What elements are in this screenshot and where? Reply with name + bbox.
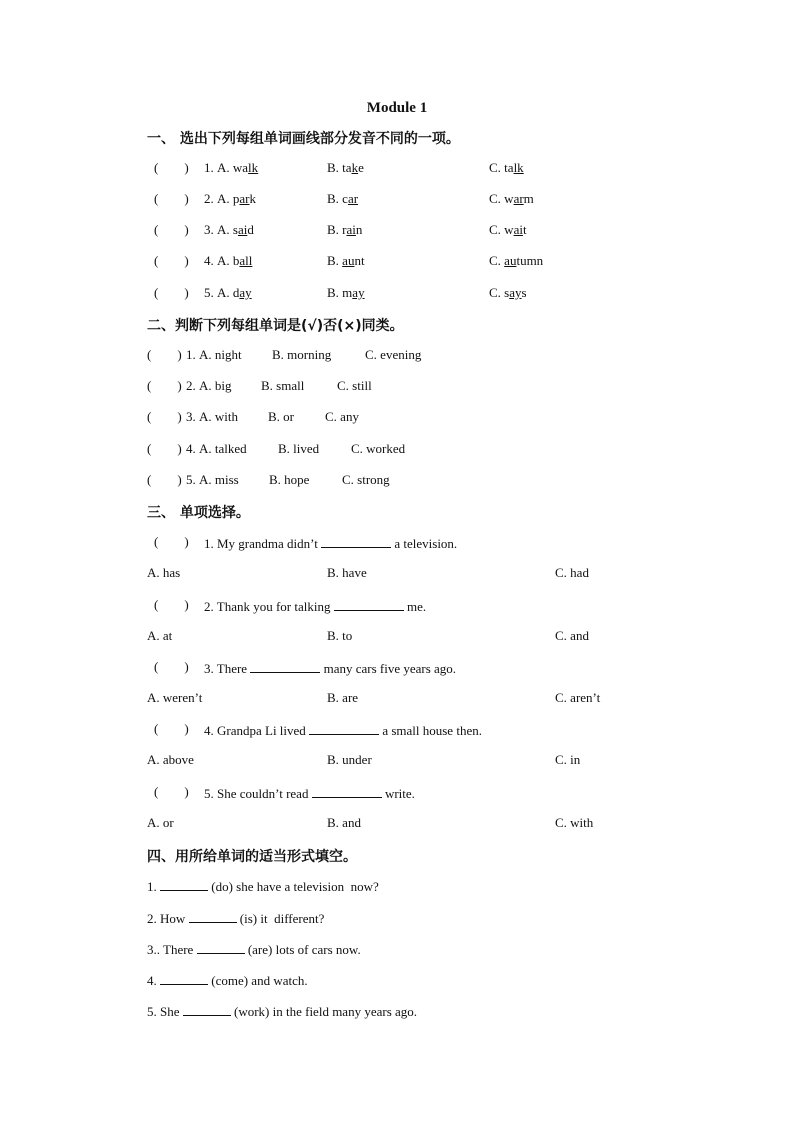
item-stem: 2. How: [147, 911, 189, 926]
option-b-sound: ai: [346, 222, 356, 237]
question-stem: 2. Thank you for talking: [204, 599, 334, 614]
answer-bracket: ( ): [147, 472, 182, 487]
option-b-post: n: [355, 222, 363, 237]
option-b: B. have: [327, 565, 367, 580]
option-b-sound: k: [351, 160, 359, 175]
fill-in-item: [147, 940, 361, 958]
answer-blank: [312, 784, 382, 798]
fill-in-item: [147, 909, 324, 927]
option-c: [489, 253, 543, 269]
option-a: [217, 253, 252, 269]
answer-blank: [189, 909, 237, 923]
option-c: [489, 222, 527, 238]
option-c-post: s: [521, 285, 527, 300]
option-c-pre: C. ta: [489, 160, 514, 175]
option-a: A. big: [199, 378, 232, 393]
item-tail: (are) lots of cars now.: [244, 942, 361, 957]
option-c-sound: ay: [509, 285, 522, 300]
answer-blank: [321, 534, 391, 548]
option-b-pre: B. m: [327, 285, 353, 300]
answer-blank: [309, 721, 379, 735]
answer-bracket: ( ): [154, 721, 189, 736]
page-title: Module 1: [366, 100, 428, 116]
option-c: C. and: [555, 628, 589, 643]
option-c-sound: ai: [513, 222, 523, 237]
item-number: 4.: [204, 253, 214, 268]
option-b: B. and: [327, 815, 361, 830]
option-b: [327, 160, 364, 176]
option-a-pre: A. s: [217, 222, 238, 237]
question-stem: 4. Grandpa Li lived: [204, 723, 310, 738]
option-b-post: nt: [354, 253, 365, 268]
option-a-post: k: [249, 191, 256, 206]
question-tail: me.: [403, 599, 427, 614]
option-b: B. or: [268, 409, 294, 424]
question-tail: a television.: [391, 536, 458, 551]
answer-bracket: ( ): [154, 160, 189, 175]
option-a-sound: all: [239, 253, 253, 268]
answer-bracket: ( ): [147, 347, 182, 362]
option-b-sound: au: [342, 253, 355, 268]
option-c-sound: ar: [513, 191, 524, 206]
option-c: C. had: [555, 565, 589, 580]
option-b: B. are: [327, 690, 359, 705]
option-b: B. small: [261, 378, 305, 393]
item-number: 2.: [204, 191, 214, 206]
section1-heading: 一、 选出下列每组单词画线部分发音不同的一项。: [147, 131, 460, 147]
option-c-sound: lk: [513, 160, 524, 175]
option-a-sound: ai: [237, 222, 248, 237]
question-stem: 3. There: [204, 661, 251, 676]
option-a-pre: A. wa: [217, 160, 249, 175]
item-number: 5.: [186, 472, 196, 487]
option-c-sound: au: [504, 253, 517, 268]
option-a: A. above: [147, 752, 194, 767]
option-a-pre: A. p: [217, 191, 240, 206]
question-tail: a small house then.: [379, 723, 482, 738]
answer-blank: [250, 659, 320, 673]
option-c: [489, 191, 534, 207]
section4-heading: 四、用所给单词的适当形式填空。: [147, 849, 357, 865]
option-b: [327, 253, 365, 269]
option-a: A. weren’t: [147, 690, 203, 705]
answer-bracket: ( ): [147, 441, 182, 456]
option-c: C. strong: [342, 472, 390, 487]
option-c: [489, 160, 524, 176]
option-b: B. under: [327, 752, 372, 767]
answer-bracket: ( ): [154, 253, 189, 268]
item-number: 1.: [204, 160, 214, 175]
option-c: C. any: [325, 409, 359, 424]
question-text: [204, 659, 456, 677]
answer-blank: [160, 971, 208, 985]
option-a: A. or: [147, 815, 174, 830]
option-b: [327, 285, 365, 301]
option-b-pre: B.: [327, 253, 343, 268]
option-c-post: m: [523, 191, 534, 206]
option-a: A. miss: [199, 472, 239, 487]
question-text: [204, 721, 482, 739]
option-a-post: d: [247, 222, 254, 237]
option-c-pre: C.: [489, 253, 505, 268]
item-tail: (work) in the field many years ago.: [230, 1004, 418, 1019]
option-c: [489, 285, 527, 301]
option-c-pre: C. w: [489, 191, 514, 206]
item-number: 4.: [186, 441, 196, 456]
question-text: [204, 597, 426, 615]
option-a: A. at: [147, 628, 173, 643]
option-c-post: tumn: [516, 253, 544, 268]
question-text: [204, 784, 415, 802]
section2-heading: 二、判断下列每组单词是(√)否(×)同类。: [147, 318, 404, 334]
option-a-sound: lk: [248, 160, 259, 175]
option-a: [217, 285, 252, 301]
item-number: 3.: [204, 222, 214, 237]
answer-bracket: ( ): [147, 409, 182, 424]
item-number: 2.: [186, 378, 196, 393]
option-c-post: t: [522, 222, 527, 237]
answer-bracket: ( ): [154, 597, 189, 612]
option-b: [327, 222, 362, 238]
option-a: A. talked: [199, 441, 247, 456]
option-a: A. has: [147, 565, 181, 580]
fill-in-item: [147, 877, 379, 895]
item-tail: (is) it different?: [236, 911, 325, 926]
answer-bracket: ( ): [154, 191, 189, 206]
option-a: A. night: [199, 347, 242, 362]
option-c: C. with: [555, 815, 594, 830]
option-a-pre: A. d: [217, 285, 240, 300]
answer-bracket: ( ): [154, 659, 189, 674]
answer-blank: [334, 597, 404, 611]
option-a: [217, 191, 256, 207]
option-a-pre: A. b: [217, 253, 240, 268]
item-tail: (do) she have a television now?: [208, 879, 379, 894]
option-c: C. in: [555, 752, 581, 767]
question-stem: 5. She couldn’t read: [204, 786, 312, 801]
option-b-pre: B. ta: [327, 160, 352, 175]
option-b: [327, 191, 358, 207]
option-a: A. with: [199, 409, 238, 424]
fill-in-item: [147, 1002, 417, 1020]
option-b-pre: B. c: [327, 191, 348, 206]
option-c: C. aren’t: [555, 690, 601, 705]
option-a: [217, 160, 258, 176]
option-c: C. worked: [351, 441, 406, 456]
section3-heading: 三、 单项选择。: [147, 505, 250, 521]
question-tail: many cars five years ago.: [320, 661, 457, 676]
option-b-post: e: [358, 160, 364, 175]
item-tail: (come) and watch.: [208, 973, 308, 988]
option-b-sound: ar: [347, 191, 359, 206]
question-text: [204, 534, 457, 552]
option-c: C. evening: [365, 347, 422, 362]
option-c-pre: C. w: [489, 222, 514, 237]
answer-bracket: ( ): [154, 534, 189, 549]
question-stem: 1. My grandma didn’t: [204, 536, 322, 551]
item-number: 1.: [186, 347, 196, 362]
option-b: B. morning: [272, 347, 332, 362]
option-a-sound: ar: [239, 191, 250, 206]
option-b-sound: ay: [352, 285, 365, 300]
item-stem: 4.: [147, 973, 160, 988]
item-stem: 5. She: [147, 1004, 183, 1019]
item-number: 3.: [186, 409, 196, 424]
item-stem: 3.. There: [147, 942, 197, 957]
option-a: [217, 222, 254, 238]
answer-blank: [183, 1002, 231, 1016]
option-b-pre: B. r: [327, 222, 347, 237]
option-b: B. lived: [278, 441, 320, 456]
answer-blank: [197, 940, 245, 954]
option-a-sound: ay: [239, 285, 252, 300]
answer-bracket: ( ): [154, 222, 189, 237]
answer-blank: [160, 877, 208, 891]
option-c-pre: C. s: [489, 285, 510, 300]
option-b: B. hope: [269, 472, 310, 487]
answer-bracket: ( ): [154, 285, 189, 300]
fill-in-item: [147, 971, 308, 989]
item-number: 5.: [204, 285, 214, 300]
answer-bracket: ( ): [147, 378, 182, 393]
option-b: B. to: [327, 628, 353, 643]
answer-bracket: ( ): [154, 784, 189, 799]
option-c: C. still: [337, 378, 372, 393]
item-stem: 1.: [147, 879, 160, 894]
question-tail: write.: [381, 786, 415, 801]
